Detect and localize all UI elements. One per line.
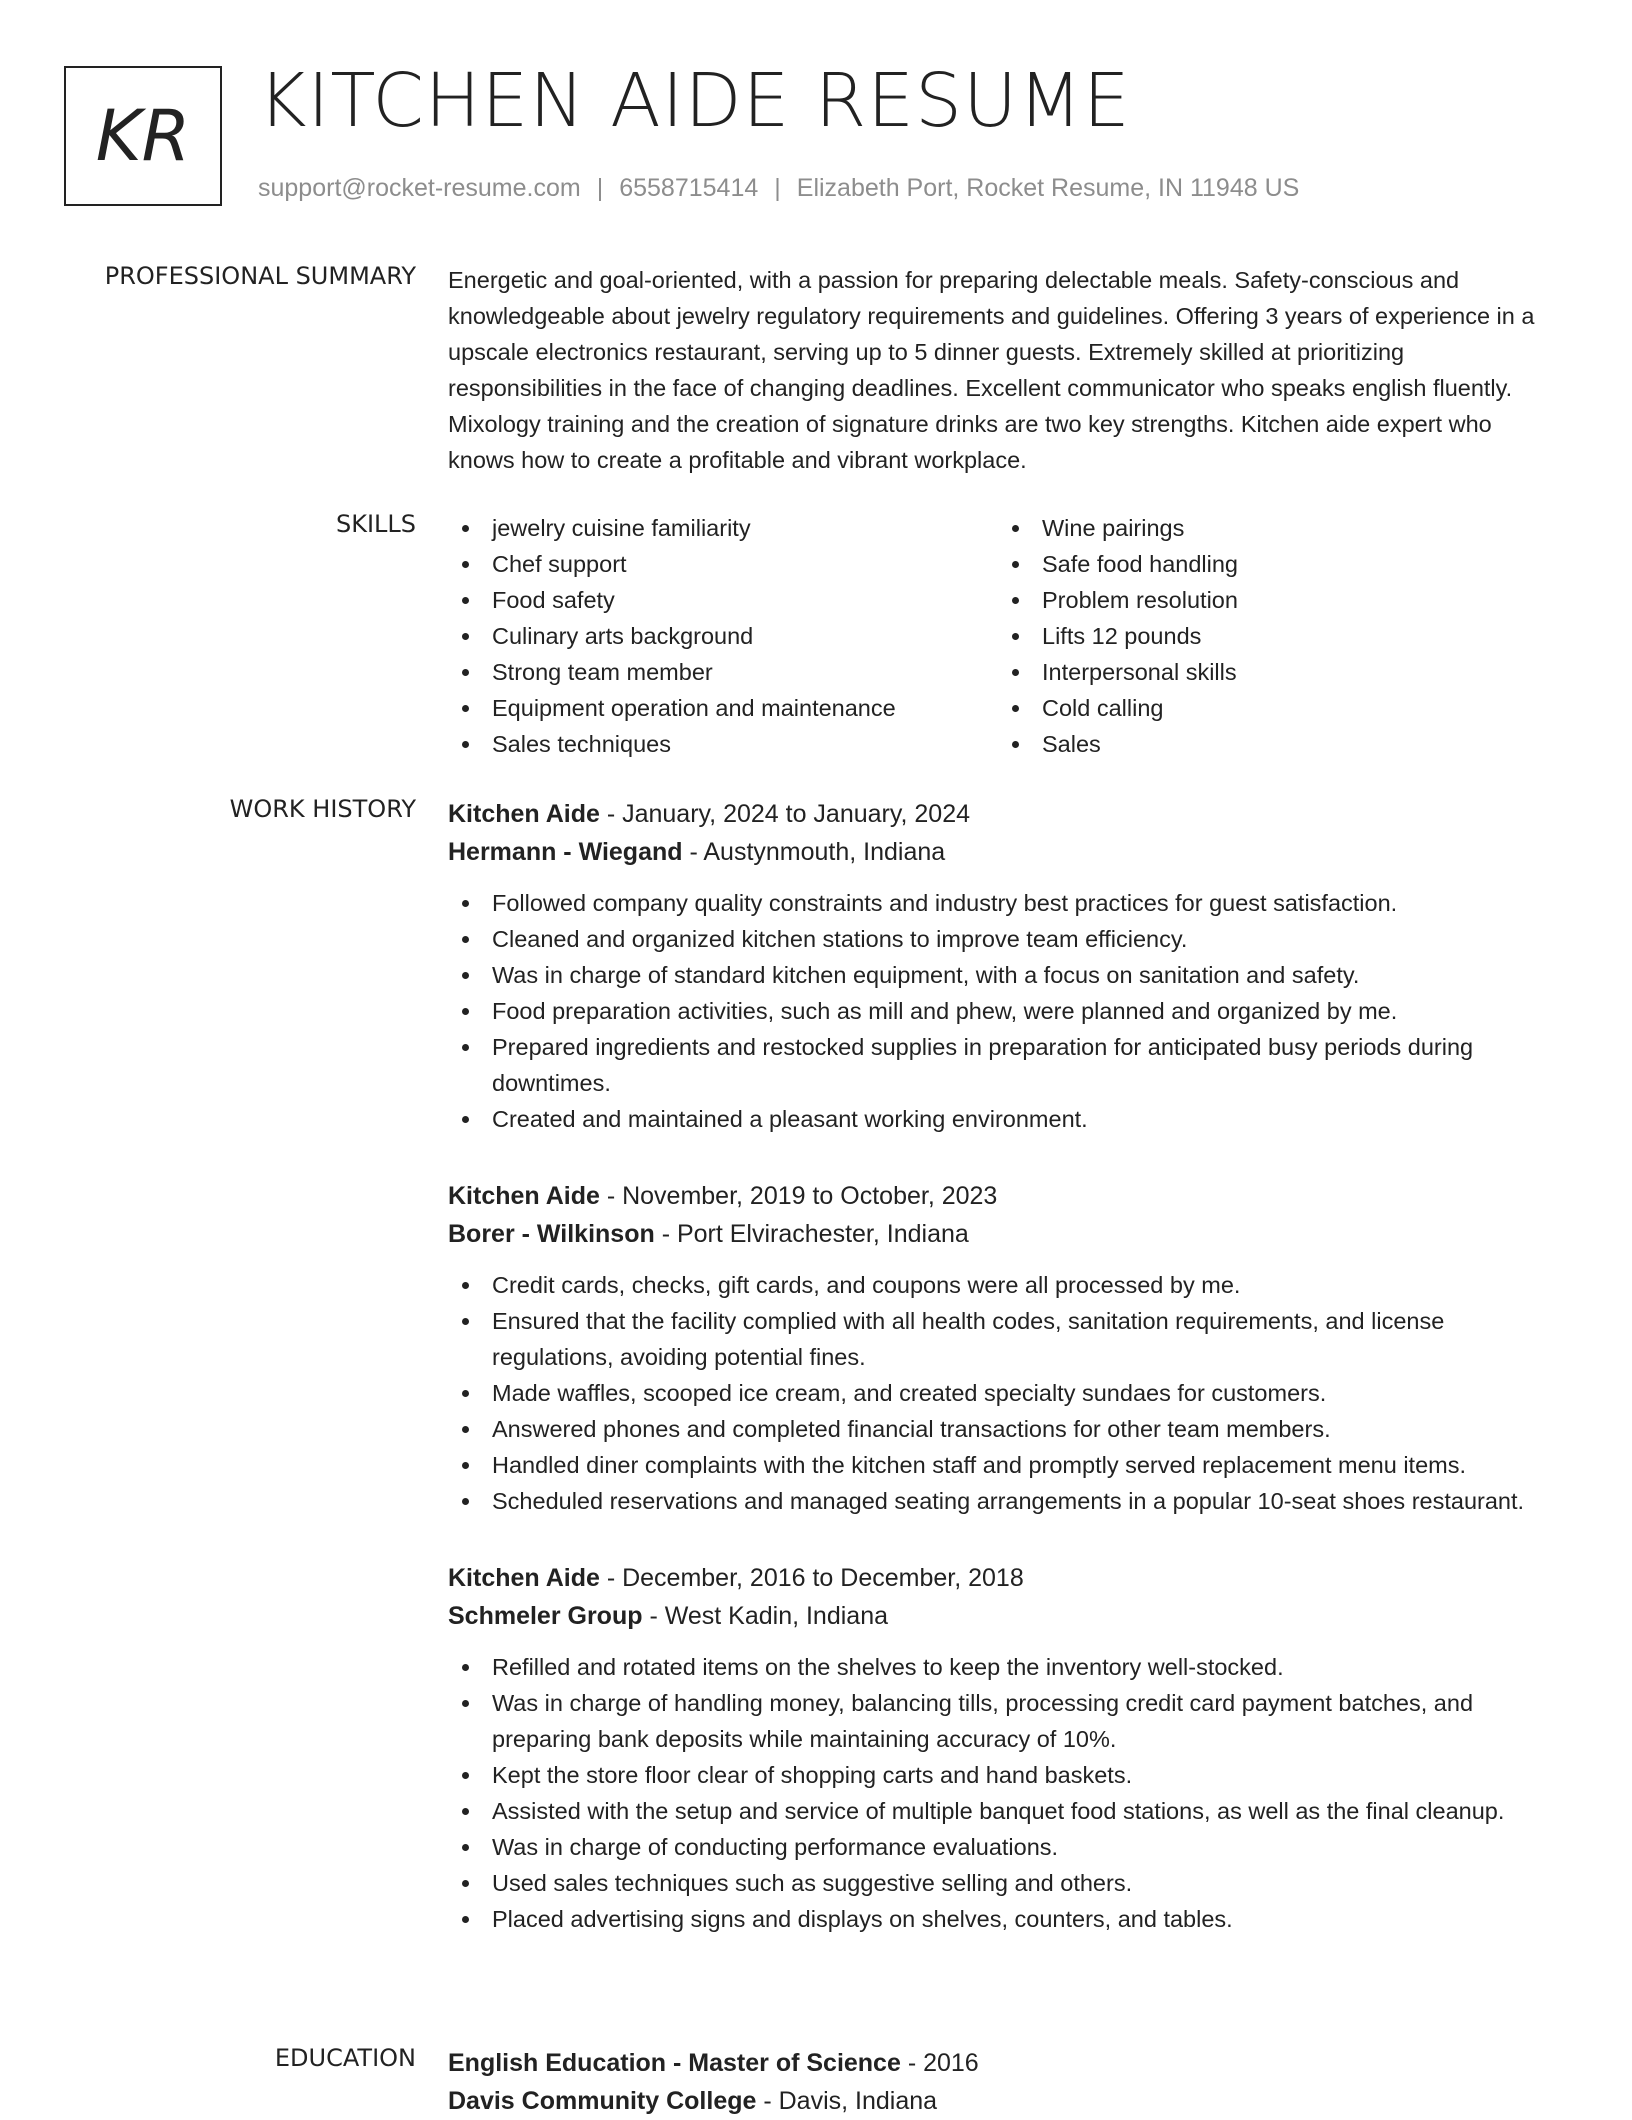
skill-item: Sales techniques	[448, 726, 998, 762]
job-company-line	[448, 1597, 1558, 1635]
summary-heading: PROFESSIONAL SUMMARY	[104, 262, 416, 290]
monogram-initials: KR	[95, 95, 191, 177]
job-duty-item: Scheduled reservations and managed seating arrangements in a popular 10-seat shoes restaurant.	[448, 1483, 1558, 1519]
job-duty-item: Answered phones and completed financial transactions for other team members.	[448, 1411, 1558, 1447]
job-entry	[448, 795, 1558, 1137]
skills-list-right	[998, 510, 1548, 762]
job-duty-item: Used sales techniques such as suggestive selling and others.	[448, 1865, 1558, 1901]
skill-item: Cold calling	[998, 690, 1548, 726]
job-duties-list	[448, 1649, 1558, 1937]
skills-list-left	[448, 510, 998, 762]
job-duty-item: Created and maintained a pleasant working environment.	[448, 1101, 1558, 1137]
skill-item: Problem resolution	[998, 582, 1548, 618]
job-company: Borer - Wilkinson	[448, 1220, 655, 1248]
contact-info	[258, 174, 1299, 203]
skill-item: Lifts 12 pounds	[998, 618, 1548, 654]
job-duty-item: Refilled and rotated items on the shelves to keep the inventory well-stocked.	[448, 1649, 1558, 1685]
job-duty-item: Followed company quality constraints and industry best practices for guest satisfaction.	[448, 885, 1558, 921]
skill-item: Chef support	[448, 546, 998, 582]
job-duty-item: Was in charge of handling money, balancing tills, processing credit card payment batches, and preparing bank deposits while maintaining accuracy of 10%.	[448, 1685, 1558, 1757]
work-history-body	[448, 795, 1558, 1977]
education-heading: EDUCATION	[274, 2044, 416, 2072]
job-company-line	[448, 1215, 1558, 1253]
job-duty-item: Ensured that the facility complied with all health codes, sanitation requirements, and license regulations, avoiding potential fines.	[448, 1303, 1558, 1375]
contact-separator: |	[774, 174, 781, 202]
skill-item: Food safety	[448, 582, 998, 618]
job-title-line	[448, 1559, 1558, 1597]
skill-item: Equipment operation and maintenance	[448, 690, 998, 726]
job-duty-item: Cleaned and organized kitchen stations to improve team efficiency.	[448, 921, 1558, 957]
job-duty-item: Was in charge of standard kitchen equipment, with a focus on sanitation and safety.	[448, 957, 1558, 993]
job-duty-item: Food preparation activities, such as mill and phew, were planned and organized by me.	[448, 993, 1558, 1029]
education-year: - 2016	[900, 2049, 979, 2077]
skill-item: Safe food handling	[998, 546, 1548, 582]
skills-grid	[448, 510, 1558, 762]
job-dates: - November, 2019 to October, 2023	[599, 1182, 998, 1210]
job-company: Hermann - Wiegand	[448, 838, 683, 866]
job-duty-item: Made waffles, scooped ice cream, and created specialty sundaes for customers.	[448, 1375, 1558, 1411]
job-company: Schmeler Group	[448, 1602, 643, 1630]
job-entry	[448, 1177, 1558, 1519]
job-duty-item: Handled diner complaints with the kitchen staff and promptly served replacement menu items.	[448, 1447, 1558, 1483]
job-company-line	[448, 833, 1558, 871]
job-location: - Austynmouth, Indiana	[682, 838, 946, 866]
skills-heading: SKILLS	[335, 510, 416, 538]
contact-separator: |	[596, 174, 604, 202]
education-degree-line	[448, 2044, 1558, 2082]
job-location: - West Kadin, Indiana	[642, 1602, 889, 1630]
job-title-line	[448, 795, 1558, 833]
skill-item: Interpersonal skills	[998, 654, 1548, 690]
job-title-line	[448, 1177, 1558, 1215]
education-degree: English Education - Master of Science	[448, 2049, 901, 2077]
work-history-heading: WORK HISTORY	[229, 795, 416, 823]
skill-item: Sales	[998, 726, 1548, 762]
job-location: - Port Elvirachester, Indiana	[654, 1220, 969, 1248]
job-dates: - December, 2016 to December, 2018	[599, 1564, 1024, 1592]
contact-email: support@rocket-resume.com	[258, 174, 581, 202]
contact-phone: 6558715414	[619, 174, 759, 202]
education-body	[448, 2044, 1558, 2120]
summary-text: Energetic and goal-oriented, with a passion for preparing delectable meals. Safety-conscious and knowledgeable about jewelry regulatory requirements and guidelines. Offering 3 years of experience in a upscale electronics restaurant, serving up to 5 dinner guests. Extremely skilled at prioritizing responsibilities in the face of changing deadlines. Excellent communicator who speaks english fluently. Mixology training and the creation of signature drinks are two key strengths. Kitchen aide expert who knows how to create a profitable and vibrant workplace.	[448, 267, 1535, 473]
contact-address: Elizabeth Port, Rocket Resume, IN 11948 US	[796, 174, 1300, 202]
job-duty-item: Placed advertising signs and displays on shelves, counters, and tables.	[448, 1901, 1558, 1937]
job-duty-item: Prepared ingredients and restocked supplies in preparation for anticipated busy periods during downtimes.	[448, 1029, 1558, 1101]
job-duties-list	[448, 885, 1558, 1137]
job-duty-item: Was in charge of conducting performance evaluations.	[448, 1829, 1558, 1865]
job-duty-item: Kept the store floor clear of shopping carts and hand baskets.	[448, 1757, 1558, 1793]
monogram-logo	[64, 66, 222, 206]
summary-body	[448, 262, 1558, 478]
job-title: Kitchen Aide	[448, 1182, 600, 1210]
job-entry	[448, 1559, 1558, 1937]
education-location: - Davis, Indiana	[756, 2087, 938, 2115]
job-duty-item: Credit cards, checks, gift cards, and coupons were all processed by me.	[448, 1267, 1558, 1303]
job-dates: - January, 2024 to January, 2024	[599, 800, 971, 828]
skill-item: Wine pairings	[998, 510, 1548, 546]
resume-title: KITCHEN AIDE RESUME	[258, 58, 1131, 144]
skill-item: jewelry cuisine familiarity	[448, 510, 998, 546]
job-title: Kitchen Aide	[448, 800, 600, 828]
job-title: Kitchen Aide	[448, 1564, 600, 1592]
job-duties-list	[448, 1267, 1558, 1519]
skill-item: Strong team member	[448, 654, 998, 690]
education-school: Davis Community College	[448, 2087, 757, 2115]
skill-item: Culinary arts background	[448, 618, 998, 654]
education-school-line	[448, 2082, 1558, 2120]
job-duty-item: Assisted with the setup and service of multiple banquet food stations, as well as the final cleanup.	[448, 1793, 1558, 1829]
